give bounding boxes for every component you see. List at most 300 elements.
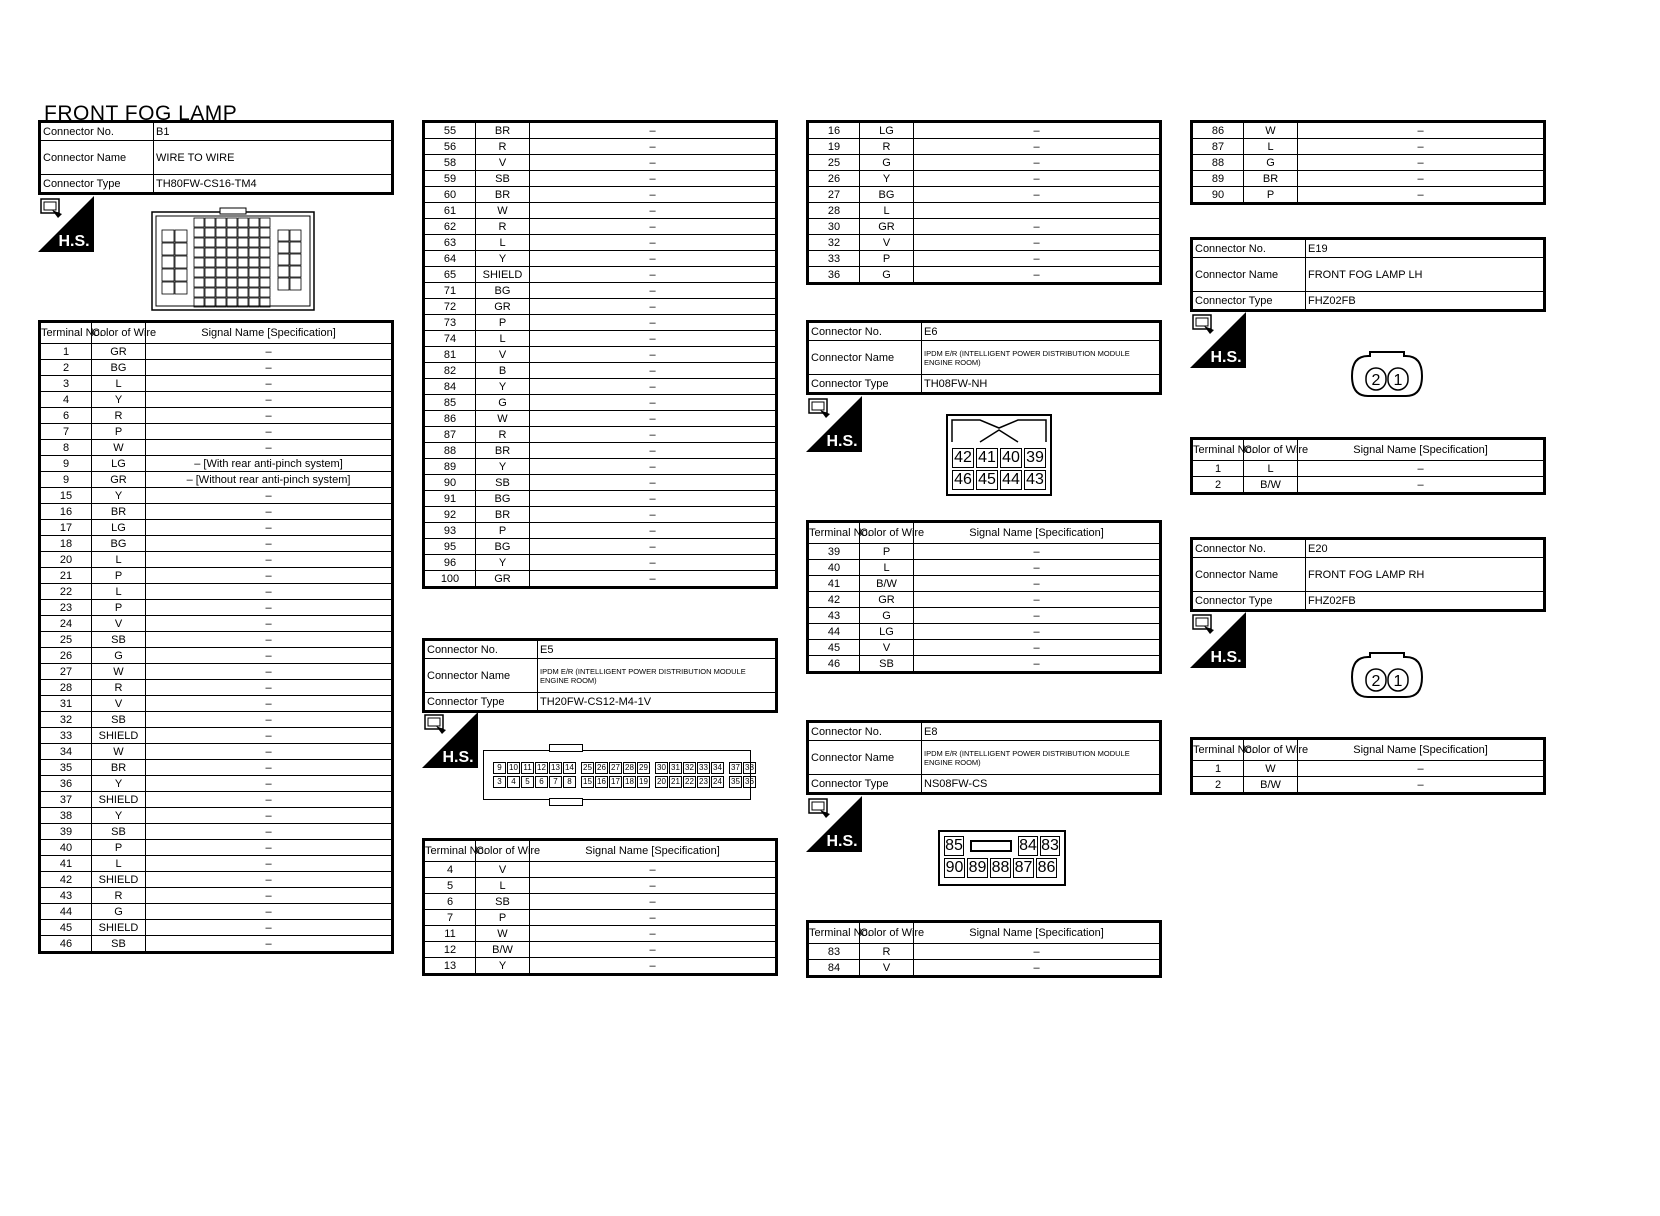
table-row (424, 459, 777, 475)
cavity (249, 288, 259, 297)
wire-color-cell: W (92, 744, 146, 760)
wire-color-cell: P (1244, 187, 1298, 204)
cavity (249, 268, 259, 277)
pin-cell: 84 (1019, 837, 1037, 854)
e20-connector-type: FHZ02FB (1306, 592, 1545, 611)
terminal-no-cell: 42 (808, 592, 860, 608)
wire-color-cell: SHIELD (92, 920, 146, 936)
wire-color-cell: L (92, 856, 146, 872)
signal-name-cell: – (146, 632, 393, 648)
table-row (424, 379, 777, 395)
pin-label: 1 (1393, 673, 1403, 690)
cavity (194, 288, 204, 297)
signal-name-cell: – (146, 872, 393, 888)
cavity (227, 248, 237, 257)
signal-name-cell: – (914, 251, 1161, 267)
table-row (424, 910, 777, 926)
wire-color-cell: P (476, 910, 530, 926)
cavity (249, 248, 259, 257)
terminal-no-cell: 16 (40, 504, 92, 520)
pin-cell: 26 (595, 762, 608, 774)
terminal-no-cell: 36 (40, 776, 92, 792)
table-row (40, 760, 393, 776)
e20-connector-no: E20 (1306, 539, 1545, 558)
pin-cell: 20 (655, 776, 668, 788)
cavity (227, 218, 237, 227)
cavity (175, 282, 187, 294)
e8-connector-type: NS08FW-CS (922, 775, 1161, 794)
terminal-no-cell: 46 (808, 656, 860, 673)
table-row (808, 544, 1161, 560)
cavity (260, 218, 270, 227)
connector-type-label: Connector Type (1192, 292, 1306, 311)
pin-cell: 35 (729, 776, 742, 788)
table-row (424, 539, 777, 555)
wire-color-cell: P (92, 424, 146, 440)
terminal-no-cell: 4 (40, 392, 92, 408)
terminal-no-cell: 93 (424, 523, 476, 539)
wire-color-cell: V (476, 347, 530, 363)
pin-cell: 37 (729, 762, 742, 774)
table-row (808, 122, 1161, 139)
signal-name-cell: – (1298, 761, 1545, 777)
wire-color-cell: LG (92, 520, 146, 536)
signal-name-cell: – (530, 251, 777, 267)
connector-name-label: Connector Name (1192, 558, 1306, 592)
wire-color-cell: L (860, 203, 914, 219)
table-row (1192, 155, 1545, 171)
e6-connector-diagram (946, 414, 1052, 496)
terminal-no-cell: 31 (40, 696, 92, 712)
harness-side-icon (1190, 612, 1246, 668)
wire-color-cell: V (92, 696, 146, 712)
table-row (808, 640, 1161, 656)
terminal-no-cell: 61 (424, 203, 476, 219)
cavity (249, 258, 259, 267)
terminal-no-cell: 26 (40, 648, 92, 664)
terminal-no-cell: 4 (424, 862, 476, 878)
pin-cell: 21 (669, 776, 682, 788)
cavity (249, 218, 259, 227)
harness-side-icon (806, 796, 862, 852)
signal-name-cell: – (146, 440, 393, 456)
signal-name-cell: – (530, 267, 777, 283)
terminal-no-cell: 17 (40, 520, 92, 536)
svg-text:H.S.: H.S. (58, 233, 90, 250)
terminal-no-cell: 87 (1192, 139, 1244, 155)
terminal-no-header: Terminal No. (424, 840, 476, 862)
wire-color-cell: BG (92, 360, 146, 376)
wire-color-cell: SHIELD (92, 792, 146, 808)
signal-name-cell: – (530, 539, 777, 555)
signal-name-cell: – (146, 936, 393, 953)
terminal-no-cell: 22 (40, 584, 92, 600)
pin-cell: 43 (1024, 470, 1046, 490)
cavity (194, 238, 204, 247)
wire-color-cell: B/W (1244, 777, 1298, 794)
terminal-no-cell: 73 (424, 315, 476, 331)
pin-cell: 88 (991, 859, 1010, 876)
table-row (424, 878, 777, 894)
table-row (808, 251, 1161, 267)
wire-color-cell: SB (476, 475, 530, 491)
terminal-no-cell: 91 (424, 491, 476, 507)
table-row (40, 792, 393, 808)
signal-name-cell: – (914, 944, 1161, 960)
terminal-no-cell: 95 (424, 539, 476, 555)
signal-name-cell: – (146, 584, 393, 600)
wire-color-cell: SB (476, 171, 530, 187)
connector-name-label: Connector Name (424, 659, 538, 693)
terminal-no-cell: 30 (808, 219, 860, 235)
table-row (40, 824, 393, 840)
signal-name-cell: – (530, 187, 777, 203)
wire-color-cell: GR (92, 344, 146, 360)
wire-color-cell: W (92, 440, 146, 456)
pin-cell: 4 (507, 776, 520, 788)
terminal-no-cell: 89 (1192, 171, 1244, 187)
terminal-no-cell: 87 (424, 427, 476, 443)
cavity (216, 218, 226, 227)
cavity (194, 228, 204, 237)
pin-cell: 3 (493, 776, 506, 788)
signal-name-cell: – (914, 122, 1161, 139)
table-row (40, 504, 393, 520)
e5-connector-info (422, 638, 778, 713)
terminal-no-cell: 45 (40, 920, 92, 936)
e19-connector-type: FHZ02FB (1306, 292, 1545, 311)
pin-cell: 5 (521, 776, 534, 788)
e20-connector-diagram (1350, 651, 1424, 701)
wire-color-cell: BR (476, 187, 530, 203)
cavity (216, 278, 226, 287)
wire-color-cell: LG (860, 122, 914, 139)
e20-connector-name: FRONT FOG LAMP RH (1306, 558, 1545, 592)
wire-color-cell: L (860, 560, 914, 576)
table-row (40, 392, 393, 408)
wire-color-cell: SHIELD (92, 872, 146, 888)
wire-color-cell: Y (92, 488, 146, 504)
signal-name-header: Signal Name [Specification] (146, 322, 393, 344)
cavity (260, 268, 270, 277)
e6-terminal-table (806, 520, 1162, 674)
table-row (424, 862, 777, 878)
terminal-no-cell: 89 (424, 459, 476, 475)
table-row (424, 251, 777, 267)
signal-name-cell: – (146, 488, 393, 504)
e5-connector-type: TH20FW-CS12-M4-1V (538, 693, 777, 712)
signal-name-cell: – (1298, 139, 1545, 155)
terminal-no-cell: 20 (40, 552, 92, 568)
terminal-no-cell: 90 (424, 475, 476, 491)
table-row (1192, 761, 1545, 777)
table-row (40, 472, 393, 488)
table-row (1192, 777, 1545, 794)
wire-color-cell: R (92, 408, 146, 424)
connector-type-label: Connector Type (40, 175, 154, 194)
cavity (290, 278, 301, 290)
e6-connector-name: IPDM E/R (INTELLIGENT POWER DISTRIBUTION MODULE ENGINE ROOM) (922, 341, 1161, 375)
signal-name-cell: – (530, 443, 777, 459)
terminal-no-cell: 83 (808, 944, 860, 960)
cavity (205, 238, 215, 247)
cavity (216, 258, 226, 267)
signal-name-cell: – (530, 926, 777, 942)
cavity (194, 278, 204, 287)
cavity (238, 278, 248, 287)
table-row (40, 552, 393, 568)
signal-name-cell: – (146, 360, 393, 376)
signal-name-cell: – (146, 504, 393, 520)
signal-name-cell: – (530, 862, 777, 878)
pin-label: 2 (1371, 673, 1381, 690)
pin-cell: 36 (743, 776, 756, 788)
cavity (194, 218, 204, 227)
signal-name-cell: – (146, 792, 393, 808)
table-row (424, 491, 777, 507)
table-row (424, 427, 777, 443)
wire-color-cell: G (92, 648, 146, 664)
wire-color-cell: L (476, 878, 530, 894)
signal-name-cell: – (146, 376, 393, 392)
table-row (808, 576, 1161, 592)
table-row (424, 122, 777, 139)
signal-name-cell: – (530, 411, 777, 427)
lock-tab (970, 840, 1012, 852)
terminal-no-cell: 96 (424, 555, 476, 571)
cavity (238, 218, 248, 227)
wire-color-cell: R (92, 680, 146, 696)
wire-color-cell: V (860, 640, 914, 656)
connector-name-label: Connector Name (808, 341, 922, 375)
table-row (424, 942, 777, 958)
table-row (40, 440, 393, 456)
cavity (216, 228, 226, 237)
cavity (238, 288, 248, 297)
signal-name-cell: – (530, 878, 777, 894)
e19-connector-info (1190, 237, 1546, 312)
cavity (238, 228, 248, 237)
signal-name-cell: – (914, 219, 1161, 235)
wire-color-cell: Y (92, 776, 146, 792)
signal-name-cell: – (530, 363, 777, 379)
table-row (808, 960, 1161, 977)
pin-cell: 28 (623, 762, 636, 774)
wire-color-cell: Y (92, 808, 146, 824)
connector-no-label: Connector No. (808, 722, 922, 741)
wire-color-cell: P (476, 523, 530, 539)
terminal-no-header: Terminal No. (40, 322, 92, 344)
cavity (194, 248, 204, 257)
terminal-no-cell: 46 (40, 936, 92, 953)
terminal-no-cell: 26 (808, 171, 860, 187)
pin-cell: 32 (683, 762, 696, 774)
table-row (808, 592, 1161, 608)
wire-color-cell: P (92, 568, 146, 584)
signal-name-cell: – [Without rear anti-pinch system] (146, 472, 393, 488)
wire-color-cell: P (92, 600, 146, 616)
pin-cell: 87 (1014, 859, 1033, 876)
signal-name-cell: – (146, 920, 393, 936)
terminal-no-cell: 2 (40, 360, 92, 376)
terminal-no-cell: 5 (424, 878, 476, 894)
signal-name-cell: – (530, 523, 777, 539)
cavity (278, 254, 289, 265)
terminal-no-cell: 45 (808, 640, 860, 656)
table-row (40, 344, 393, 360)
cavity (260, 258, 270, 267)
signal-name-cell: – (914, 592, 1161, 608)
table-row (808, 944, 1161, 960)
table-row (424, 411, 777, 427)
terminal-no-cell: 33 (40, 728, 92, 744)
pin-cell: 85 (945, 837, 963, 854)
cavity (227, 268, 237, 277)
table-row (1192, 461, 1545, 477)
pin-cell: 18 (623, 776, 636, 788)
wire-color-cell: W (476, 203, 530, 219)
terminal-no-cell: 84 (808, 960, 860, 977)
pin-cell: 90 (945, 859, 964, 876)
harness-side-icon (38, 196, 94, 252)
signal-name-cell: – (146, 424, 393, 440)
table-row (1192, 187, 1545, 204)
signal-name-cell: – (530, 171, 777, 187)
cavity (260, 288, 270, 297)
terminal-no-cell: 9 (40, 456, 92, 472)
wire-color-cell: B/W (860, 576, 914, 592)
e19-terminal-table (1190, 437, 1546, 495)
signal-name-header: Signal Name [Specification] (530, 840, 777, 862)
terminal-no-cell: 85 (424, 395, 476, 411)
cavity (290, 242, 301, 253)
terminal-no-cell: 44 (40, 904, 92, 920)
terminal-no-cell: 6 (424, 894, 476, 910)
terminal-no-cell: 63 (424, 235, 476, 251)
wire-color-cell: SB (92, 712, 146, 728)
signal-name-cell: – (530, 475, 777, 491)
wire-color-cell: SB (92, 824, 146, 840)
terminal-no-cell: 35 (40, 760, 92, 776)
table-row (808, 155, 1161, 171)
pin-cell: 11 (521, 762, 534, 774)
signal-name-cell: – (530, 379, 777, 395)
terminal-no-cell: 81 (424, 347, 476, 363)
terminal-no-cell: 24 (40, 616, 92, 632)
pin-cell: 10 (507, 762, 520, 774)
signal-name-cell: – (146, 856, 393, 872)
table-row (40, 712, 393, 728)
terminal-no-cell: 88 (1192, 155, 1244, 171)
wire-color-cell: V (860, 235, 914, 251)
wire-color-cell: G (476, 395, 530, 411)
terminal-no-cell: 36 (808, 267, 860, 284)
cavity (175, 269, 187, 281)
table-row (40, 728, 393, 744)
svg-text:H.S.: H.S. (826, 433, 858, 450)
e8-terminal-table-continued (1190, 120, 1546, 205)
table-row (424, 299, 777, 315)
pin-cell: 7 (549, 776, 562, 788)
table-row (40, 360, 393, 376)
signal-name-cell: – (146, 536, 393, 552)
table-row (424, 347, 777, 363)
signal-name-cell: – (530, 283, 777, 299)
wire-color-cell: GR (476, 571, 530, 588)
pin-cell: 23 (697, 776, 710, 788)
terminal-no-cell: 58 (424, 155, 476, 171)
cavity (216, 288, 226, 297)
wire-color-cell: Y (476, 379, 530, 395)
e5-connector-no: E5 (538, 640, 777, 659)
terminal-no-header: Terminal No. (808, 522, 860, 544)
terminal-no-header: Terminal No. (1192, 739, 1244, 761)
wire-color-cell: GR (92, 472, 146, 488)
wire-color-cell: Y (476, 958, 530, 975)
signal-name-cell: – (146, 744, 393, 760)
pin-cell: 16 (595, 776, 608, 788)
connector-type-label: Connector Type (424, 693, 538, 712)
terminal-no-cell: 90 (1192, 187, 1244, 204)
pin-cell: 33 (697, 762, 710, 774)
connector-no-label: Connector No. (808, 322, 922, 341)
wire-color-cell: GR (476, 299, 530, 315)
signal-name-cell: – (146, 680, 393, 696)
terminal-no-cell: 44 (808, 624, 860, 640)
terminal-no-cell: 65 (424, 267, 476, 283)
cavity (194, 268, 204, 277)
terminal-no-cell: 55 (424, 122, 476, 139)
signal-name-cell: – (530, 122, 777, 139)
signal-name-cell: – (914, 640, 1161, 656)
cavity (278, 266, 289, 277)
signal-name-cell: – (146, 616, 393, 632)
signal-name-cell: – (146, 408, 393, 424)
table-row (40, 872, 393, 888)
terminal-no-cell: 84 (424, 379, 476, 395)
terminal-no-cell: 40 (808, 560, 860, 576)
table-row (40, 904, 393, 920)
signal-name-cell: – (914, 608, 1161, 624)
table-row (40, 568, 393, 584)
terminal-no-cell: 62 (424, 219, 476, 235)
terminal-no-cell: 32 (40, 712, 92, 728)
b1-connector-info (38, 120, 394, 195)
table-row (424, 331, 777, 347)
connector-name-label: Connector Name (808, 741, 922, 775)
terminal-no-cell: 41 (40, 856, 92, 872)
pin-cell: 46 (952, 470, 974, 490)
cavity (162, 282, 174, 294)
cavity (216, 268, 226, 277)
terminal-no-cell: 16 (808, 122, 860, 139)
wire-color-cell: LG (860, 624, 914, 640)
terminal-no-cell: 27 (40, 664, 92, 680)
wire-color-cell: Y (476, 251, 530, 267)
wire-color-cell: P (860, 544, 914, 560)
cavity (249, 228, 259, 237)
signal-name-cell: – (146, 648, 393, 664)
cavity (227, 278, 237, 287)
table-row (808, 139, 1161, 155)
terminal-no-cell: 71 (424, 283, 476, 299)
table-row (808, 187, 1161, 203)
table-row (424, 443, 777, 459)
table-row (808, 624, 1161, 640)
e5-connector-diagram (483, 744, 753, 806)
signal-name-cell: – (914, 139, 1161, 155)
cavity (175, 256, 187, 268)
